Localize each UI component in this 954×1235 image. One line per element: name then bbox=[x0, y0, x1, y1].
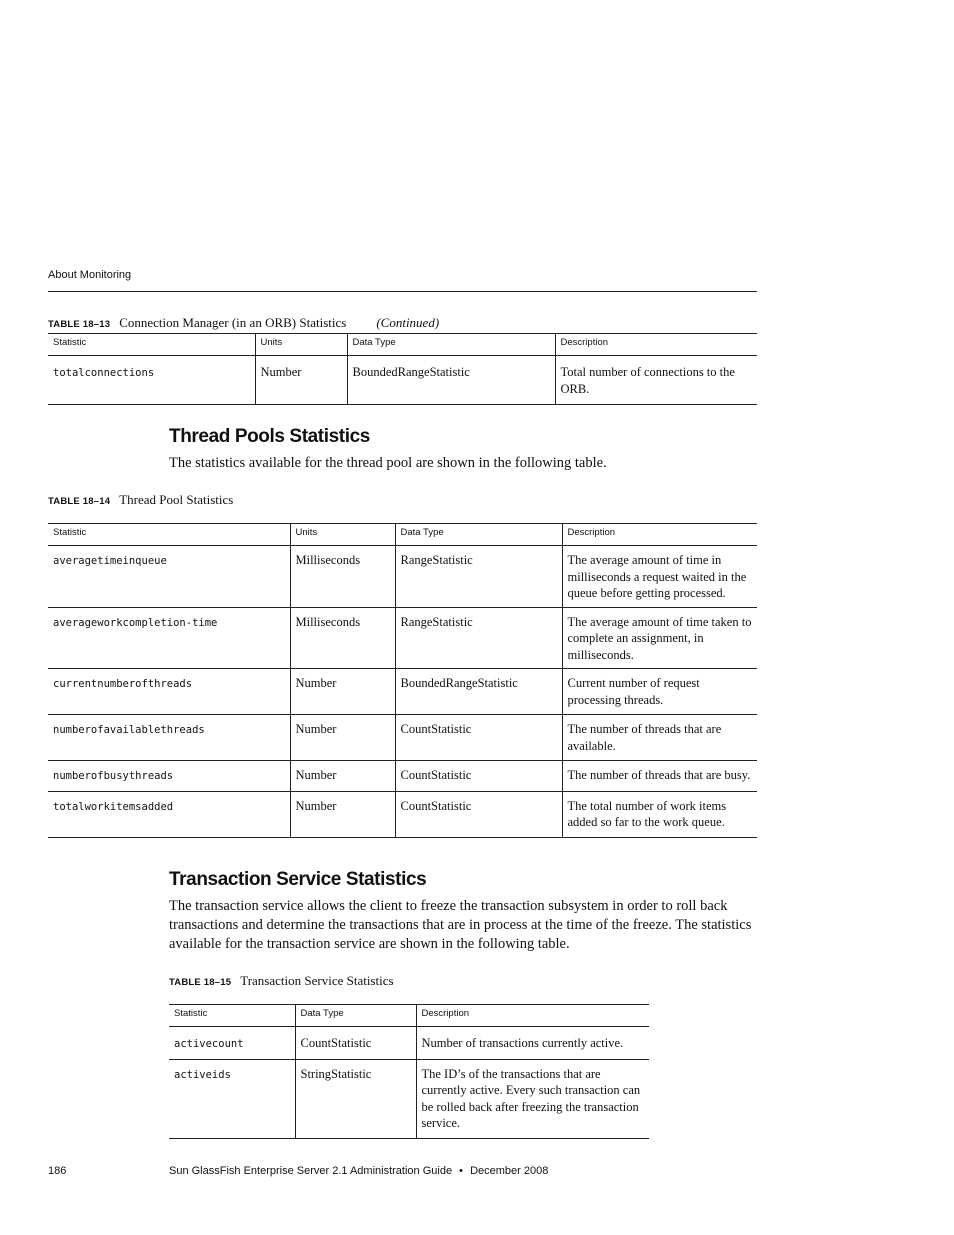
table-row bbox=[48, 546, 757, 608]
units-cell: Number bbox=[290, 715, 395, 761]
header-rule bbox=[48, 291, 757, 292]
table-label: TABLE 18–14 bbox=[48, 496, 111, 507]
description-cell: The average amount of time in milliseconds a request waited in the queue before getting processed. bbox=[562, 546, 757, 608]
table-row bbox=[169, 1059, 649, 1138]
units-cell: Number bbox=[290, 761, 395, 792]
table-row bbox=[48, 761, 757, 792]
column-header: Units bbox=[290, 524, 395, 546]
units-cell: Number bbox=[290, 791, 395, 837]
description-cell: Total number of connections to the ORB. bbox=[555, 356, 757, 405]
datatype-cell: RangeStatistic bbox=[395, 546, 562, 608]
datatype-cell: CountStatistic bbox=[395, 715, 562, 761]
table-caption-15 bbox=[169, 973, 394, 989]
description-cell: The ID’s of the transactions that are currently active. Every such transaction can be rolled back after freezing the transaction service. bbox=[416, 1059, 649, 1138]
table-title: Connection Manager (in an ORB) Statistics bbox=[119, 315, 347, 330]
description-cell: The number of threads that are available. bbox=[562, 715, 757, 761]
column-header: Description bbox=[555, 334, 757, 356]
table-label: TABLE 18–15 bbox=[169, 977, 232, 988]
statistic-cell: numberofbusythreads bbox=[48, 761, 290, 792]
section-intro-transaction-service: The transaction service allows the client to freeze the transaction subsystem in order to roll back transactions and determine the transactions that are in process at the time of the freeze. The statistics available for the transaction service are shown in the following table. bbox=[169, 898, 752, 952]
statistic-cell: numberofavailablethreads bbox=[48, 715, 290, 761]
footer-bullet: • bbox=[459, 1165, 463, 1177]
table-caption-14 bbox=[48, 492, 233, 508]
column-header: Data Type bbox=[295, 1005, 416, 1027]
table-row bbox=[48, 791, 757, 837]
table-caption-13 bbox=[48, 315, 439, 331]
description-cell: The total number of work items added so far to the work queue. bbox=[562, 791, 757, 837]
description-cell: The number of threads that are busy. bbox=[562, 761, 757, 792]
running-head: About Monitoring bbox=[48, 269, 132, 281]
continued-label: (Continued) bbox=[376, 315, 440, 330]
column-header: Description bbox=[562, 524, 757, 546]
publication-date: December 2008 bbox=[470, 1165, 549, 1177]
column-header: Description bbox=[416, 1005, 649, 1027]
table-row bbox=[48, 356, 757, 405]
statistic-cell: averageworkcompletion-time bbox=[48, 607, 290, 669]
description-cell: The average amount of time taken to complete an assignment, in milliseconds. bbox=[562, 607, 757, 669]
table-connection-manager bbox=[48, 333, 757, 405]
datatype-cell: StringStatistic bbox=[295, 1059, 416, 1138]
datatype-cell: BoundedRangeStatistic bbox=[347, 356, 555, 405]
section-heading-transaction-service: Transaction Service Statistics bbox=[169, 869, 427, 890]
table-transaction-service bbox=[169, 1004, 649, 1139]
column-header: Units bbox=[255, 334, 347, 356]
column-header: Statistic bbox=[48, 524, 290, 546]
table-row bbox=[48, 607, 757, 669]
units-cell: Milliseconds bbox=[290, 546, 395, 608]
datatype-cell: CountStatistic bbox=[395, 791, 562, 837]
statistic-cell: totalworkitemsadded bbox=[48, 791, 290, 837]
column-header: Data Type bbox=[347, 334, 555, 356]
datatype-cell: BoundedRangeStatistic bbox=[395, 669, 562, 715]
table-row bbox=[48, 669, 757, 715]
page-number: 186 bbox=[48, 1165, 67, 1177]
column-header: Data Type bbox=[395, 524, 562, 546]
column-header: Statistic bbox=[48, 334, 255, 356]
statistic-cell: activeids bbox=[169, 1059, 295, 1138]
section-intro-thread-pools: The statistics available for the thread pool are shown in the following table. bbox=[169, 455, 607, 471]
datatype-cell: CountStatistic bbox=[395, 761, 562, 792]
table-row bbox=[48, 715, 757, 761]
statistic-cell: totalconnections bbox=[48, 356, 255, 405]
units-cell: Number bbox=[290, 669, 395, 715]
table-title: Transaction Service Statistics bbox=[240, 973, 394, 988]
table-thread-pool bbox=[48, 523, 757, 838]
table-row bbox=[169, 1027, 649, 1060]
footer-text bbox=[169, 1165, 548, 1177]
description-cell: Number of transactions currently active. bbox=[416, 1027, 649, 1060]
units-cell: Milliseconds bbox=[290, 607, 395, 669]
datatype-cell: CountStatistic bbox=[295, 1027, 416, 1060]
column-header: Statistic bbox=[169, 1005, 295, 1027]
statistic-cell: averagetimeinqueue bbox=[48, 546, 290, 608]
units-cell: Number bbox=[255, 356, 347, 405]
description-cell: Current number of request processing threads. bbox=[562, 669, 757, 715]
section-heading-thread-pools: Thread Pools Statistics bbox=[169, 426, 370, 447]
statistic-cell: activecount bbox=[169, 1027, 295, 1060]
statistic-cell: currentnumberofthreads bbox=[48, 669, 290, 715]
table-title: Thread Pool Statistics bbox=[119, 492, 234, 507]
datatype-cell: RangeStatistic bbox=[395, 607, 562, 669]
table-label: TABLE 18–13 bbox=[48, 319, 111, 330]
book-title: Sun GlassFish Enterprise Server 2.1 Administration Guide bbox=[169, 1165, 453, 1177]
